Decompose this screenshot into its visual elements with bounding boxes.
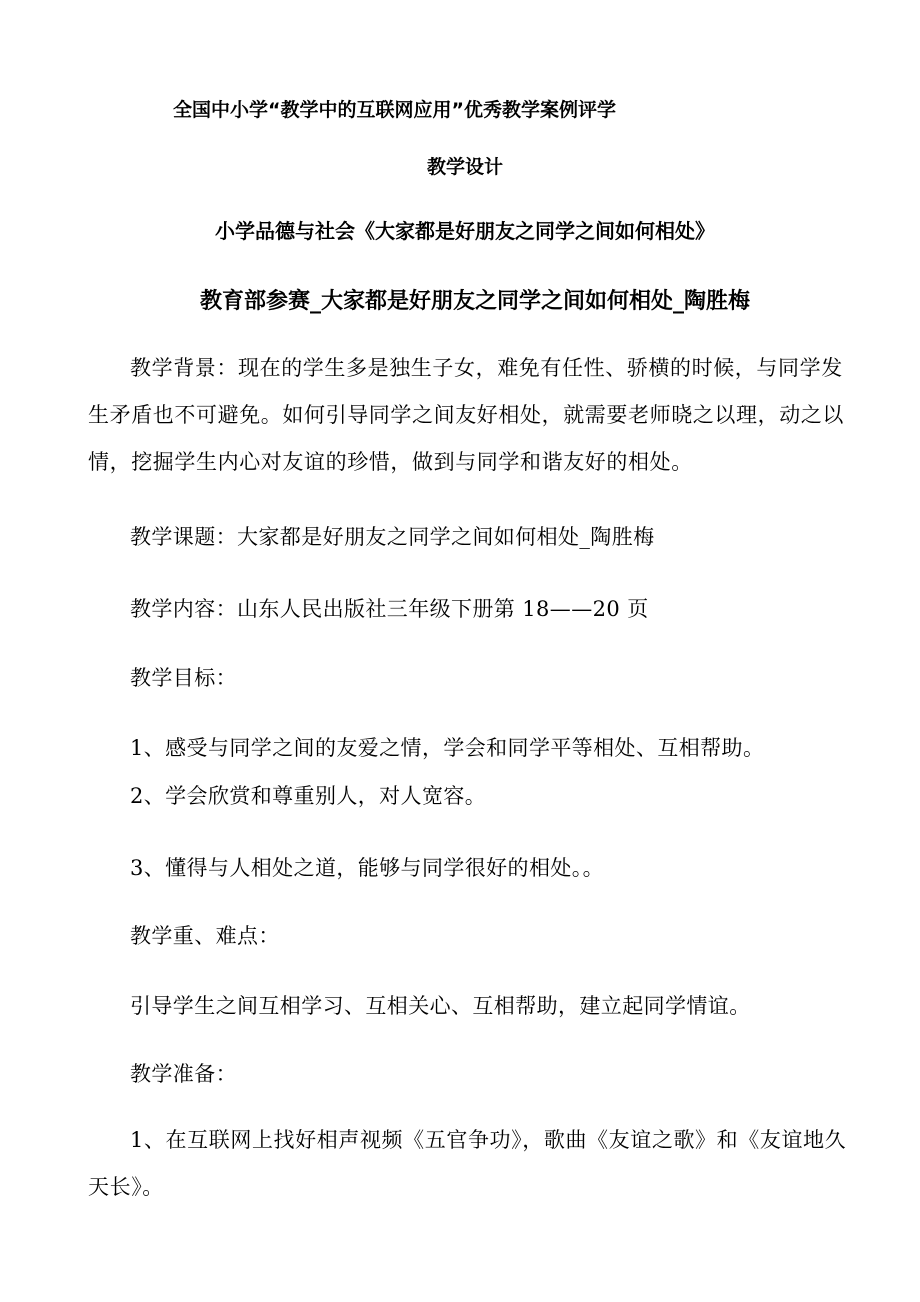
key-points-heading: 教学重、难点：: [130, 924, 280, 948]
doc-type-heading: 教学设计: [426, 156, 503, 178]
preparation-item: 1、在互联网上找好相声视频《五官争功》，歌曲《友谊之歌》和《友谊地久天长》。: [88, 1128, 847, 1199]
competition-title: 全国中小学“教学中的互联网应用”优秀教学案例评学: [173, 99, 616, 121]
key-points-text: 引导学生之间互相学习、互相关心、互相帮助，建立起同学情谊。: [130, 994, 751, 1018]
preparation-heading: 教学准备：: [130, 1062, 237, 1086]
objective-item: 1、感受与同学之间的友爱之情，学会和同学平等相处、互相帮助。: [130, 736, 765, 760]
objectives-heading: 教学目标：: [130, 666, 237, 690]
topic-line: 教学课题：大家都是好朋友之同学之间如何相处_陶胜梅: [130, 525, 655, 549]
entry-title: 教育部参赛_大家都是好朋友之同学之间如何相处_陶胜梅: [199, 289, 750, 314]
course-title: 小学品德与社会《大家都是好朋友之同学之间如何相处》: [215, 219, 715, 243]
objective-item: 2、学会欣赏和尊重别人，对人宽容。: [130, 784, 487, 808]
objective-item: 3、懂得与人相处之道，能够与同学很好的相处。。: [130, 856, 605, 880]
background-paragraph: 教学背景：现在的学生多是独生子女，难免有任性、骄横的时候，与同学发生矛盾也不可避免。如何引导同学之间友好相处，就需要老师晓之以理，动之以情，挖掘学生内心对友谊的珍惜，做到与同学和谐友好的相处。: [88, 356, 844, 474]
material-line: 教学内容：山东人民出版社三年级下册第 18——20 页: [130, 597, 649, 621]
